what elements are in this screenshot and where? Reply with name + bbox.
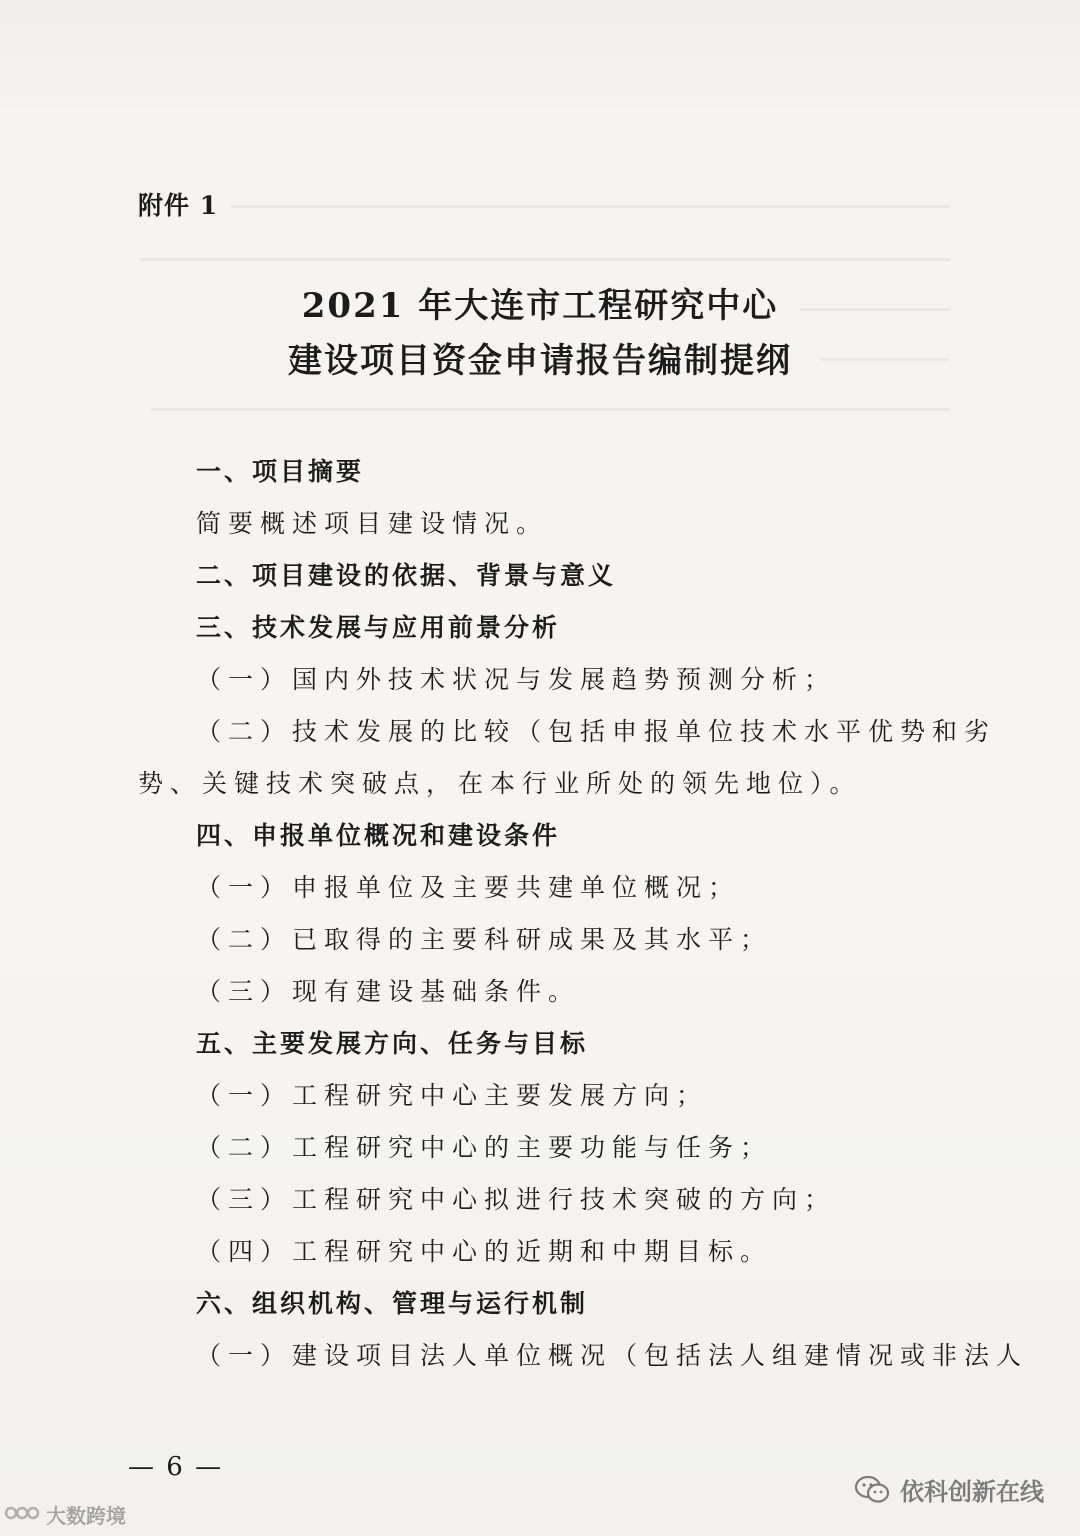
bleed-through-mark bbox=[140, 258, 950, 261]
body-line: （二）已取得的主要科研成果及其水平； bbox=[196, 925, 773, 954]
body-line: （一）建设项目法人单位概况（包括法人组建情况或非法人 bbox=[196, 1341, 1029, 1370]
body-line: （一）申报单位及主要共建单位概况； bbox=[196, 873, 741, 902]
logo-mark-icon bbox=[4, 1502, 40, 1528]
page-number: — 6 — bbox=[128, 1452, 224, 1482]
body-line: （三）现有建设基础条件。 bbox=[196, 977, 581, 1006]
body-line: （三）工程研究中心拟进行技术突破的方向； bbox=[196, 1185, 837, 1214]
body-line-continuation: 势、关键技术突破点，在本行业所处的领先地位）。 bbox=[138, 769, 862, 798]
bleed-through-mark bbox=[150, 408, 950, 411]
bleed-through-mark bbox=[230, 205, 950, 208]
body-line: （二）工程研究中心的主要功能与任务； bbox=[196, 1133, 773, 1162]
body-line: （一）国内外技术状况与发展趋势预测分析； bbox=[196, 665, 837, 694]
section-heading: 三、技术发展与应用前景分析 bbox=[196, 613, 561, 642]
body-line: （四）工程研究中心的近期和中期目标。 bbox=[196, 1237, 773, 1266]
wechat-icon bbox=[854, 1474, 892, 1506]
watermark-left bbox=[4, 1500, 126, 1529]
section-heading: 四、申报单位概况和建设条件 bbox=[196, 821, 561, 850]
section-heading: 五、主要发展方向、任务与目标 bbox=[196, 1029, 589, 1058]
body-line: （二）技术发展的比较（包括申报单位技术水平优势和劣 bbox=[196, 717, 997, 746]
document-title-line1: 2021 年大连市工程研究中心 bbox=[301, 286, 779, 326]
document-title-line2: 建设项目资金申请报告编制提纲 bbox=[288, 341, 792, 381]
attachment-label: 附件 1 bbox=[138, 191, 219, 220]
watermark-right bbox=[854, 1472, 1044, 1507]
body-line: （一）工程研究中心主要发展方向； bbox=[196, 1081, 709, 1110]
watermark-right-text: 依科创新在线 bbox=[900, 1478, 1044, 1506]
section-heading: 六、组织机构、管理与运行机制 bbox=[196, 1289, 589, 1318]
section-heading: 二、项目建设的依据、背景与意义 bbox=[196, 561, 617, 590]
section-heading: 一、项目摘要 bbox=[196, 457, 365, 486]
body-line: 简要概述项目建设情况。 bbox=[196, 509, 549, 538]
watermark-left-text: 大数跨境 bbox=[46, 1504, 126, 1528]
